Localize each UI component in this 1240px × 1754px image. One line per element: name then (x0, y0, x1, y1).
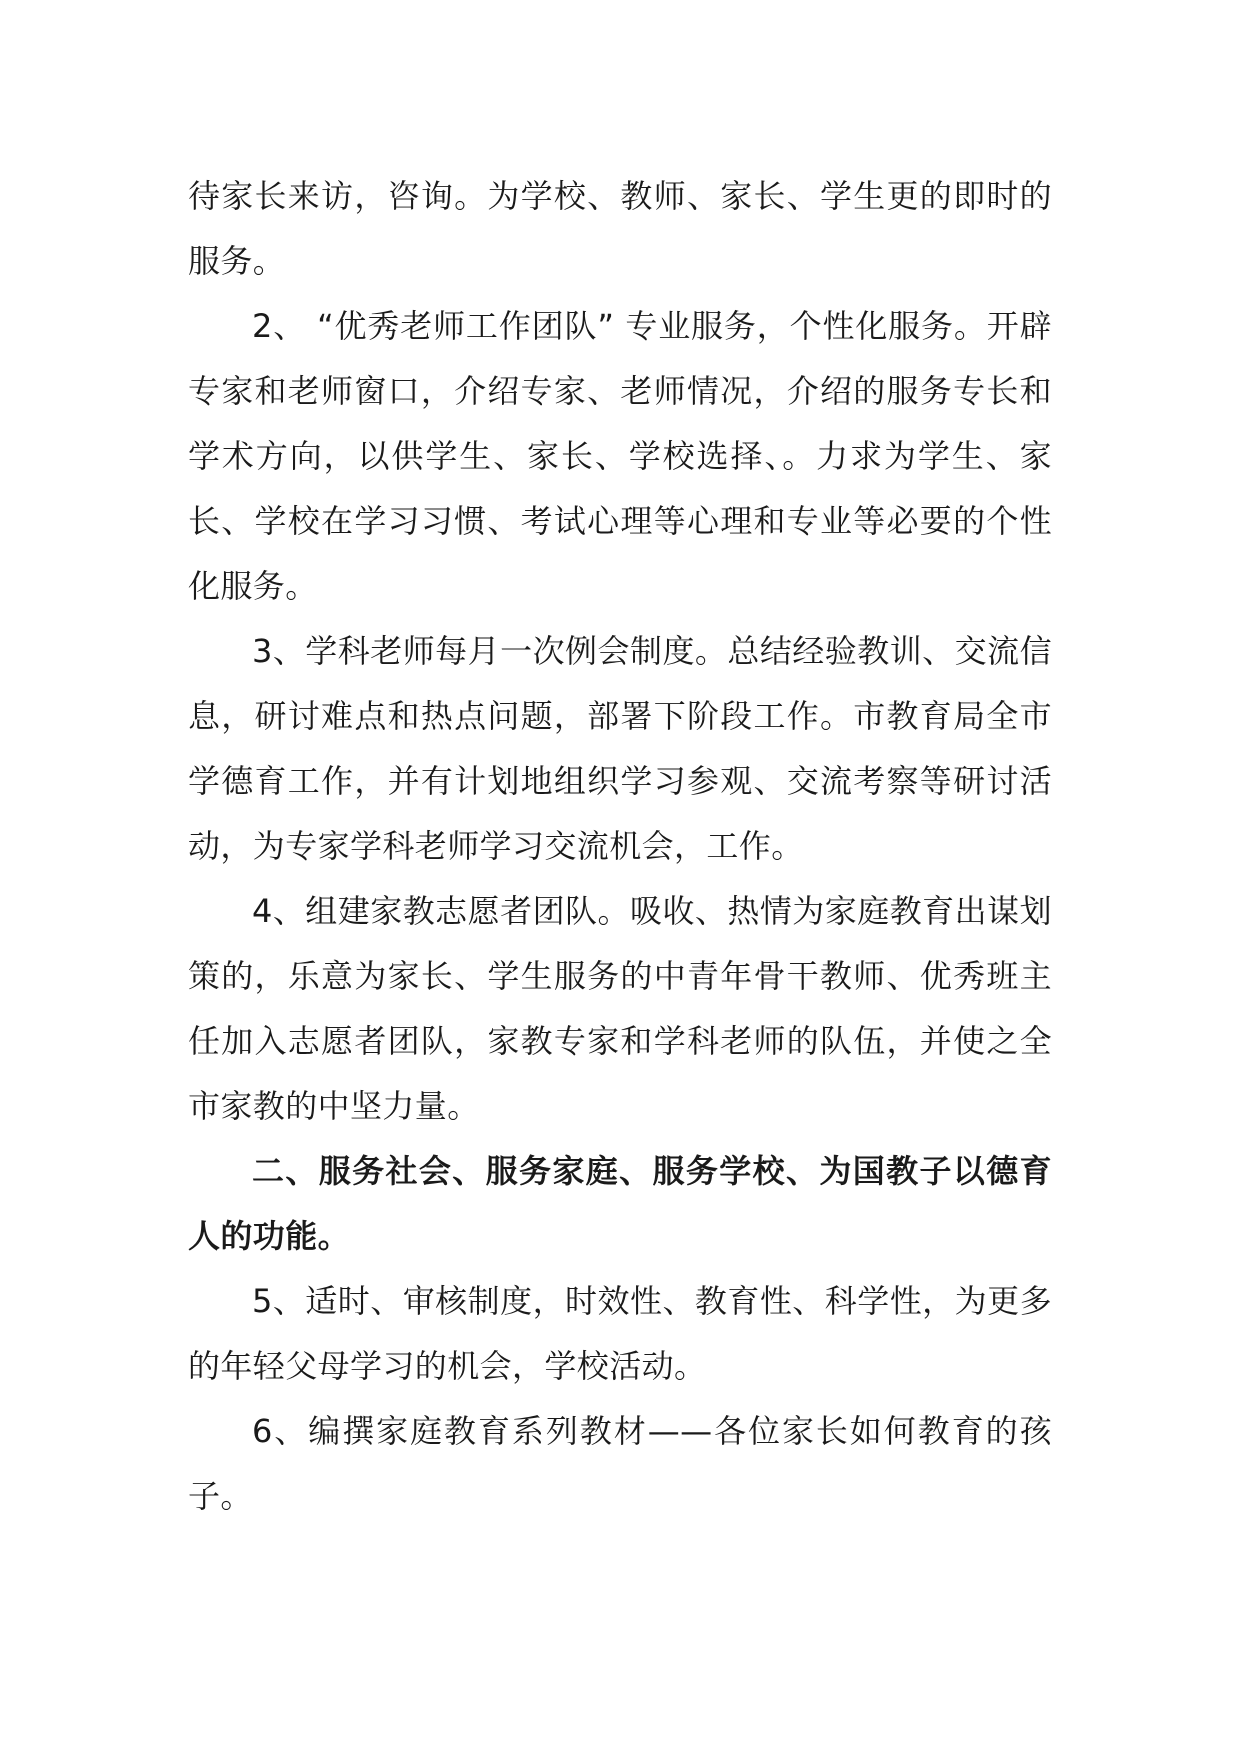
section-heading-2: 二、服务社会、服务家庭、服务学校、为国教子以德育人的功能。 (188, 1152, 1052, 1255)
paragraph-item-4: 4、组建家教志愿者团队。吸收、热情为家庭教育出谋划策的，乐意为家长、学生服务的中青年骨干教师、优秀班主任加入志愿者团队，家教专家和学科老师的队伍，并使之全市家教的中坚力量。 (188, 892, 1052, 1125)
paragraph-continuation: 待家长来访，咨询。为学校、教师、家长、学生更的即时的服务。 (188, 177, 1052, 280)
paragraph-item-3: 3、学科老师每月一次例会制度。总结经验教训、交流信息，研讨难点和热点问题，部署下阶段工作。市教育局全市学德育工作，并有计划地组织学习参观、交流考察等研讨活动，为专家学科老师学习交流机会，工作。 (188, 632, 1052, 865)
paragraph-item-6: 6、编撰家庭教育系列教材——各位家长如何教育的孩子。 (188, 1412, 1052, 1515)
paragraph-item-5: 5、适时、审核制度，时效性、教育性、科学性，为更多的年轻父母学习的机会，学校活动。 (188, 1282, 1052, 1385)
paragraph-item-2: 2、 “优秀老师工作团队” 专业服务，个性化服务。开辟专家和老师窗口，介绍专家、老师情况，介绍的服务专长和学术方向，以供学生、家长、学校选择、。力求为学生、家长、学校在学习习惯、考试心理等心理和专业等必要的个性化服务。 (188, 307, 1052, 605)
document-body (188, 164, 1052, 1529)
